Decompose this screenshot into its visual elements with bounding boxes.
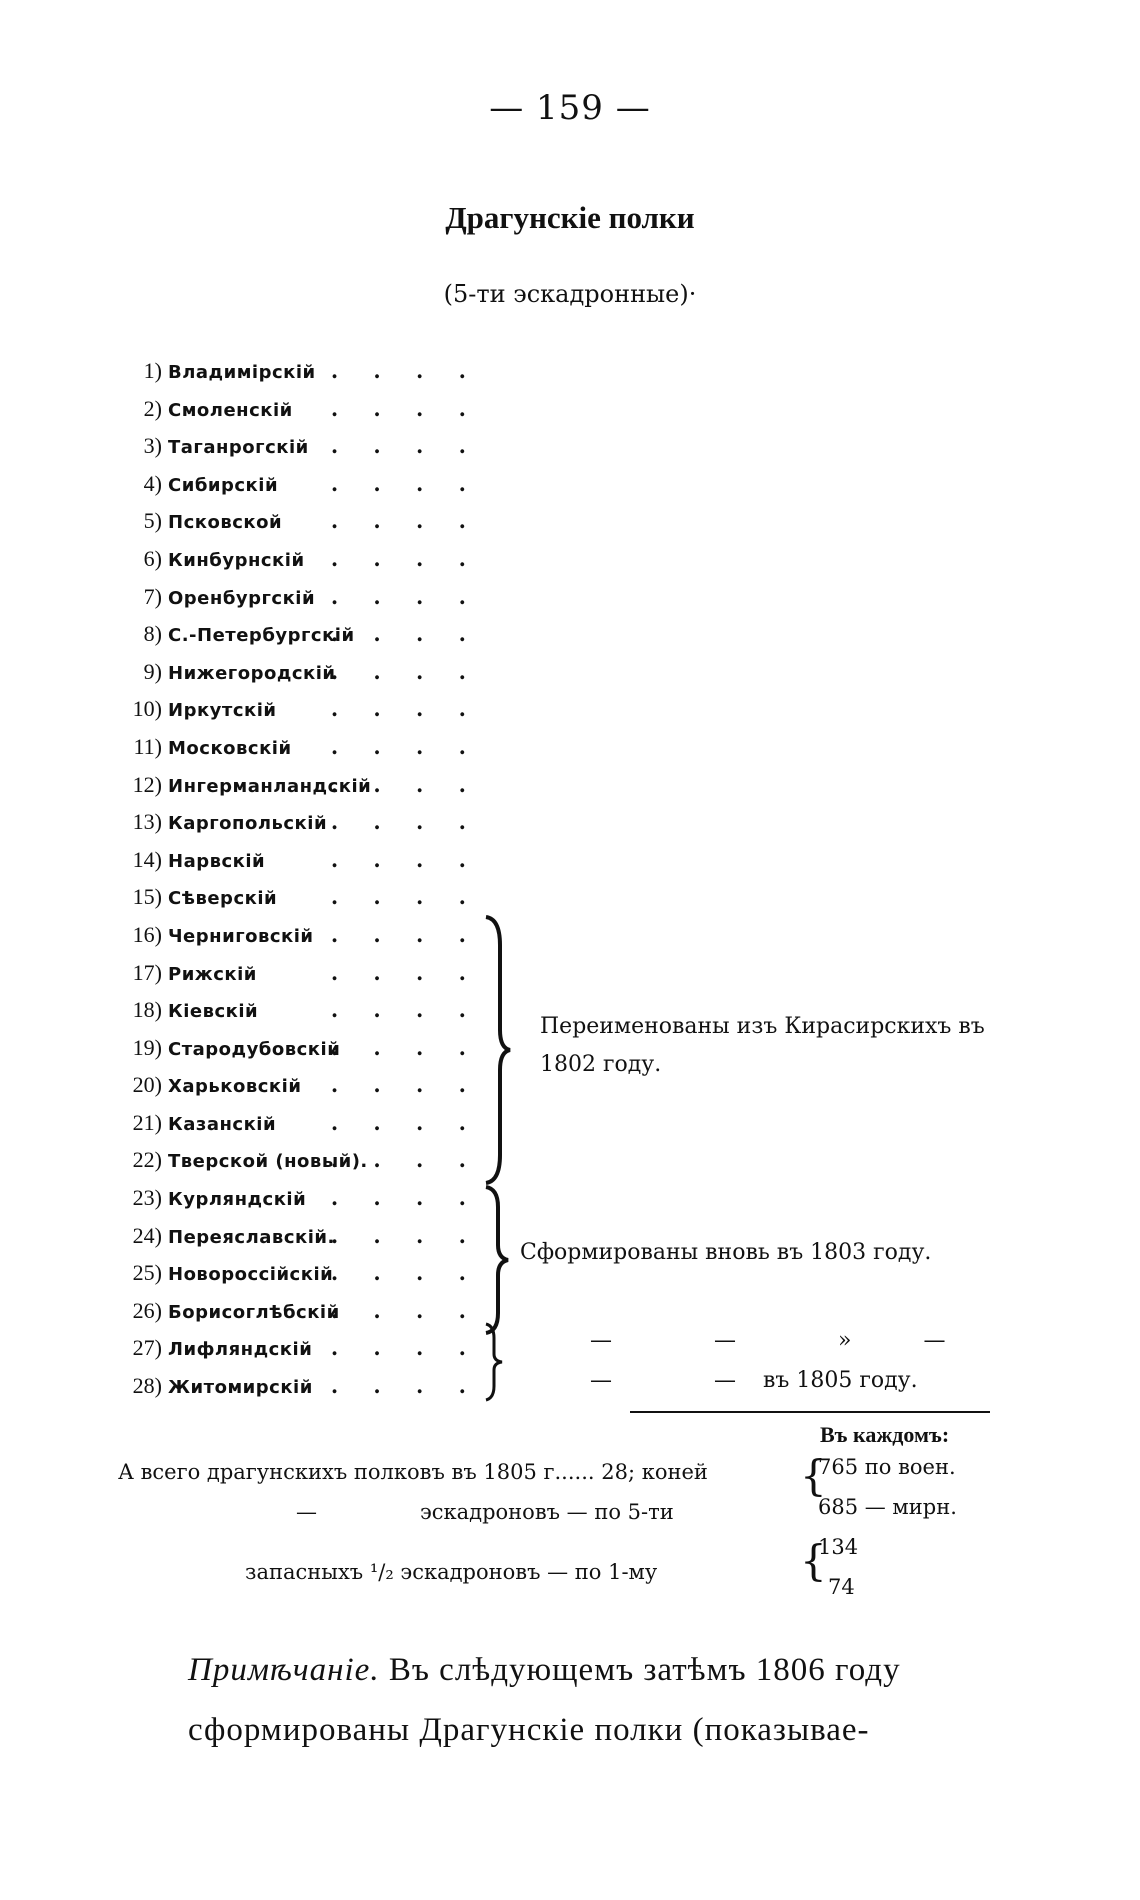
leader-dots: . . . . xyxy=(330,1335,480,1361)
regiment-number: 7) xyxy=(143,583,162,609)
regiment-row xyxy=(120,1029,500,1067)
squadrons-dash: — xyxy=(296,1500,317,1524)
year-1805-row xyxy=(590,1368,918,1393)
regiment-name: Нарвскій xyxy=(168,850,266,872)
regiment-number: 27) xyxy=(132,1335,162,1361)
regiment-name: Псковской xyxy=(168,512,283,534)
squadrons-line: эскадроновъ — по 5-ти xyxy=(420,1500,674,1524)
regiment-row xyxy=(120,1367,500,1405)
regiment-number: 28) xyxy=(132,1373,162,1399)
regiment-number: 13) xyxy=(132,809,162,835)
leader-dots: . . . . xyxy=(330,1109,480,1135)
regiment-name: Кіевскій xyxy=(168,1001,259,1023)
leader-dots: . . . . xyxy=(330,733,480,759)
brace-renamed xyxy=(482,915,512,1185)
leader-dots: . . . . xyxy=(330,997,480,1023)
regiment-name: Стародубовскій xyxy=(168,1038,341,1060)
horses-brace: { xyxy=(800,1451,827,1500)
regiment-number: 25) xyxy=(132,1260,162,1286)
leader-dots: . . . . xyxy=(330,846,480,872)
regiment-number: 22) xyxy=(132,1147,162,1173)
page-title: Драгунскіе полки xyxy=(445,200,695,235)
regiment-name: Смоленскій xyxy=(168,399,293,421)
regiment-row xyxy=(120,465,500,503)
regiment-number: 12) xyxy=(132,771,162,797)
regiment-name: Переяславскій. xyxy=(168,1226,335,1248)
leader-dots: . . . . xyxy=(330,1072,480,1098)
regiment-row xyxy=(120,390,500,428)
regiment-number: 8) xyxy=(143,621,162,647)
regiment-number: 2) xyxy=(143,395,162,421)
regiment-number: 18) xyxy=(132,997,162,1023)
ditto-dash: — xyxy=(923,1328,946,1353)
regiment-number: 24) xyxy=(132,1222,162,1248)
regiment-row xyxy=(120,653,500,691)
regiment-number: 23) xyxy=(132,1185,162,1211)
ditto-dash: — xyxy=(590,1328,612,1353)
regiment-name: Таганрогскій xyxy=(168,437,309,459)
total-regiments-line: А всего драгунскихъ полковъ въ 1805 г...... 28; коней xyxy=(118,1460,708,1484)
regiment-name: Тверской (новый). xyxy=(168,1151,368,1173)
leader-dots: . . . . xyxy=(330,358,480,383)
reserve-peace: 74 xyxy=(828,1575,855,1599)
regiment-name: Сѣверскій xyxy=(168,888,278,910)
regiment-name: Ингерманландскій xyxy=(168,775,372,797)
note-formed: Сформированы вновь въ 1803 году. xyxy=(520,1240,932,1265)
brace-formed xyxy=(482,1185,512,1335)
regiment-number: 4) xyxy=(143,470,162,496)
regiment-row xyxy=(120,427,500,465)
regiment-name: Рижскій xyxy=(168,963,257,985)
regiment-name: С.-Петербургскій xyxy=(168,625,355,647)
leader-dots: . . . . xyxy=(330,884,480,910)
leader-dots: . . . . xyxy=(330,1373,480,1399)
leader-dots: . . . . xyxy=(330,921,480,947)
regiment-name: Иркутскій xyxy=(168,700,277,722)
horses-war: 765 по воен. xyxy=(818,1455,956,1479)
leader-dots: . . . . xyxy=(330,470,480,496)
regiment-row xyxy=(120,916,500,954)
regiment-name: Борисоглѣбскій xyxy=(168,1301,340,1323)
leader-dots: . . . . xyxy=(330,1297,480,1323)
leader-dots: . . . . xyxy=(330,545,480,571)
regiment-name: Сибирскій xyxy=(168,474,279,496)
horses-peace: 685 — мирн. xyxy=(818,1495,957,1519)
regiment-row xyxy=(120,954,500,992)
reserve-squadrons-line: запасныхъ ¹/₂ эскадроновъ — по 1-му xyxy=(245,1560,658,1584)
regiment-row xyxy=(120,540,500,578)
regiment-row xyxy=(120,352,500,390)
regiment-number: 1) xyxy=(143,358,162,383)
leader-dots: . . . . xyxy=(330,696,480,722)
regiment-row xyxy=(120,1254,500,1292)
leader-dots: . . . . xyxy=(330,508,480,534)
reserve-war: 134 xyxy=(818,1535,859,1559)
ditto-dash: — xyxy=(590,1368,612,1393)
subtitle: (5-ти эскадронные)· xyxy=(443,280,697,308)
regiment-name: Харьковскій xyxy=(168,1076,302,1098)
regiment-row xyxy=(120,1066,500,1104)
regiment-number: 14) xyxy=(132,846,162,872)
page-number: — 159 — xyxy=(489,88,651,128)
regiment-name: Новороссійскій xyxy=(168,1264,334,1286)
leader-dots: . . . . xyxy=(330,1034,480,1060)
regiment-row xyxy=(120,1104,500,1142)
regiment-row xyxy=(120,841,500,879)
regiment-row xyxy=(120,803,500,841)
regiment-name: Каргопольскій xyxy=(168,813,328,835)
regiment-name: Казанскій xyxy=(168,1113,277,1135)
leader-dots: . . . . xyxy=(330,809,480,835)
regiment-number: 9) xyxy=(143,658,162,684)
leader-dots: . . . . xyxy=(330,959,480,985)
regiment-row xyxy=(120,766,500,804)
regiment-number: 20) xyxy=(132,1072,162,1098)
regiment-row xyxy=(120,615,500,653)
regiment-name: Черниговскій xyxy=(168,925,314,947)
leader-dots: . . . . xyxy=(330,1222,480,1248)
footnote xyxy=(188,1640,1008,1760)
leader-dots: . . . . xyxy=(330,658,480,684)
ditto-dash: — xyxy=(714,1328,736,1353)
regiment-row xyxy=(120,1292,500,1330)
each-header: Въ каждомъ: xyxy=(820,1422,950,1447)
regiment-number: 16) xyxy=(132,921,162,947)
regiment-row xyxy=(120,578,500,616)
regiment-number: 5) xyxy=(143,508,162,534)
regiment-row xyxy=(120,1329,500,1367)
leader-dots: . . . . xyxy=(330,1185,480,1211)
regiment-name: Кинбурнскій xyxy=(168,549,305,571)
regiment-number: 11) xyxy=(133,733,162,759)
regiment-number: 15) xyxy=(132,884,162,910)
footnote-label: Примѣчаніе. xyxy=(188,1652,380,1688)
note-renamed: Переименованы изъ Кирасирскихъ въ 1802 году. xyxy=(540,1014,985,1077)
regiment-name: Житомирскій xyxy=(168,1377,313,1399)
leader-dots: . . . . xyxy=(330,1260,480,1286)
regiment-name: Владимірскій xyxy=(168,362,316,383)
regiment-row xyxy=(120,728,500,766)
regiment-row xyxy=(120,1179,500,1217)
ditto-dash: — xyxy=(714,1368,736,1393)
regiment-number: 17) xyxy=(132,959,162,985)
ditto-row xyxy=(590,1328,945,1353)
regiment-row xyxy=(120,878,500,916)
regiment-number: 3) xyxy=(143,433,162,459)
regiment-row xyxy=(120,1141,500,1179)
regiment-row xyxy=(120,690,500,728)
regiment-name: Нижегородскій xyxy=(168,662,336,684)
year-1805-text: въ 1805 году. xyxy=(763,1368,918,1393)
footnote-text: Въ слѣдующемъ затѣмъ 1806 году сформированы Драгунскіе полки (показывае- xyxy=(188,1652,901,1748)
regiment-number: 10) xyxy=(132,696,162,722)
leader-dots: . . . . xyxy=(330,771,480,797)
regiment-number: 26) xyxy=(132,1297,162,1323)
regiment-row xyxy=(120,502,500,540)
leader-dots: . . . . xyxy=(330,621,480,647)
leader-dots: . . . . xyxy=(330,395,480,421)
regiment-row xyxy=(120,1217,500,1255)
regiment-number: 21) xyxy=(132,1109,162,1135)
brace-1805 xyxy=(482,1322,506,1402)
regiment-number: 19) xyxy=(132,1034,162,1060)
reserve-brace: { xyxy=(800,1536,827,1585)
regiment-list xyxy=(120,352,500,1405)
ditto-quote: » xyxy=(838,1328,852,1353)
regiment-name: Московскій xyxy=(168,737,292,759)
regiment-name: Курляндскій xyxy=(168,1189,307,1211)
regiment-name: Лифляндскій xyxy=(168,1339,313,1361)
leader-dots: . . . . xyxy=(330,583,480,609)
regiment-row xyxy=(120,991,500,1029)
divider-rule xyxy=(630,1411,990,1413)
leader-dots: . . . . xyxy=(330,1147,480,1173)
regiment-number: 6) xyxy=(143,545,162,571)
leader-dots: . . . . xyxy=(330,433,480,459)
regiment-name: Оренбургскій xyxy=(168,587,316,609)
